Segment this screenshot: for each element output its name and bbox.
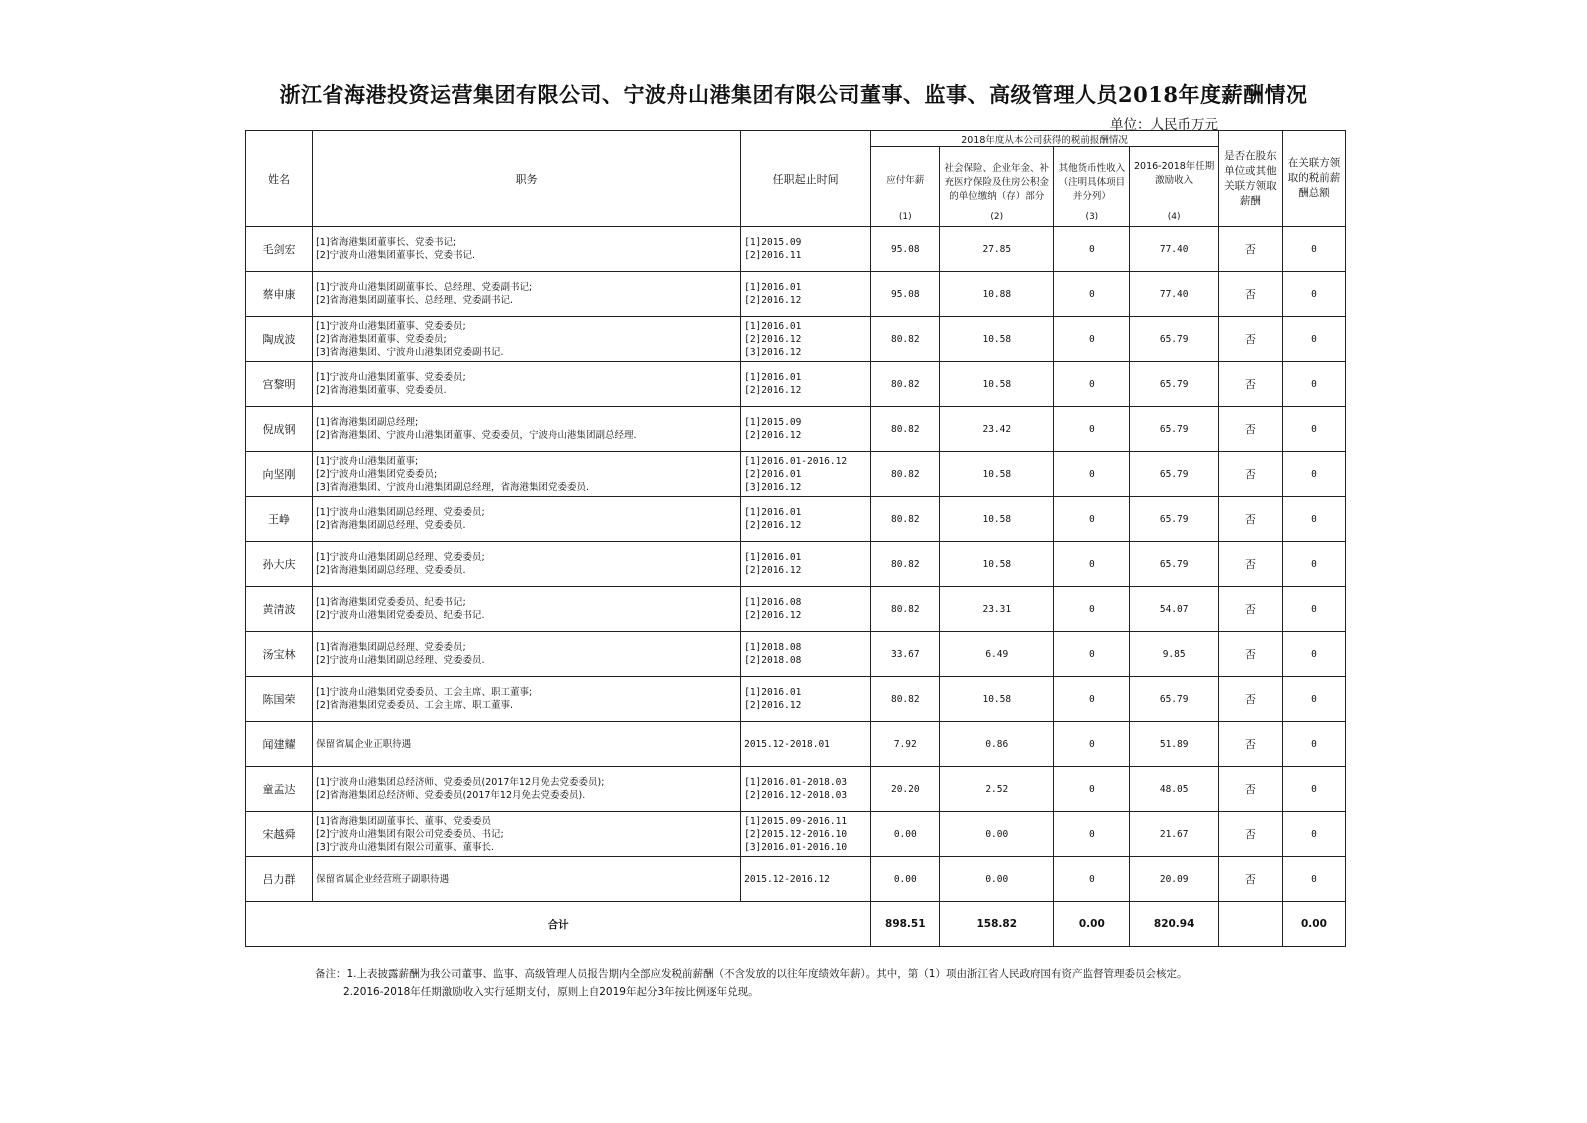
cell-other-income: 0 <box>1054 272 1130 317</box>
cell-shareholder-pay: 否 <box>1218 677 1282 722</box>
cell-insurance: 2.52 <box>940 767 1054 812</box>
duty-line: [2]宁波舟山港集团党委委员、纪委书记. <box>316 610 485 621</box>
cell-related-pay: 0 <box>1282 497 1345 542</box>
duty-line: [2]省海港集团副董事长、总经理、党委副书记. <box>316 295 514 306</box>
cell-duty <box>313 587 741 632</box>
table-row <box>246 407 1346 452</box>
term-line: [2]2018.08 <box>744 655 802 666</box>
term-line: 2015.12-2016.12 <box>744 873 830 885</box>
total-label: 合计 <box>246 902 871 947</box>
cell-related-pay: 0 <box>1282 407 1345 452</box>
cell-shareholder-pay: 否 <box>1218 632 1282 677</box>
cell-incentive: 65.79 <box>1130 542 1218 587</box>
duty-line: [2]省海港集团副总经理、党委委员. <box>316 520 466 531</box>
duty-line: [2]省海港集团总经济师、党委委员(2017年12月免去党委委员). <box>316 790 586 801</box>
cell-insurance: 10.58 <box>940 542 1054 587</box>
duty-line: [3]省海港集团、宁波舟山港集团副总经理，省海港集团党委委员. <box>316 481 590 493</box>
cell-duty <box>313 677 741 722</box>
cell-salary: 33.67 <box>871 632 940 677</box>
cell-salary: 95.08 <box>871 227 940 272</box>
cell-name: 蔡申康 <box>246 272 313 317</box>
term-line: [3]2016.01-2016.10 <box>744 841 848 853</box>
term-line: [1]2016.01 <box>744 320 802 332</box>
duty-line: [1]宁波舟山港集团董事、党委委员; <box>316 372 466 383</box>
table-row <box>246 272 1346 317</box>
cell-related-pay: 0 <box>1282 812 1345 857</box>
cell-name: 毛剑宏 <box>246 227 313 272</box>
cell-name: 黄清波 <box>246 587 313 632</box>
notes <box>315 965 1187 1001</box>
term-line: [2]2016.12 <box>744 430 802 441</box>
term-line: [1]2016.01 <box>744 282 802 293</box>
cell-shareholder-pay: 否 <box>1218 227 1282 272</box>
term-line: [1]2016.01 <box>744 552 802 563</box>
header-c3: 其他货币性收入（注明具体项目并分列） (3) <box>1054 147 1130 227</box>
cell-related-pay: 0 <box>1282 362 1345 407</box>
term-line: [2]2015.12-2016.10 <box>744 828 848 840</box>
duty-line: [2]宁波舟山港集团副总经理、党委委员. <box>316 655 485 666</box>
term-line: [1]2015.09 <box>744 237 802 248</box>
cell-term <box>741 857 871 902</box>
cell-name: 童孟达 <box>246 767 313 812</box>
cell-salary: 0.00 <box>871 812 940 857</box>
duty-line: [1]宁波舟山港集团董事、党委委员; <box>316 320 466 332</box>
table-row <box>246 857 1346 902</box>
cell-shareholder-pay: 否 <box>1218 497 1282 542</box>
cell-shareholder-pay: 否 <box>1218 857 1282 902</box>
term-line: [2]2016.12-2018.03 <box>744 790 848 801</box>
cell-related-pay: 0 <box>1282 452 1345 497</box>
cell-other-income: 0 <box>1054 452 1130 497</box>
table-row <box>246 227 1346 272</box>
cell-name: 孙大庆 <box>246 542 313 587</box>
cell-duty <box>313 407 741 452</box>
header-c2: 社会保险、企业年金、补充医疗保险及住房公积金的单位缴纳（存）部分 (2) <box>940 147 1054 227</box>
header-term: 任职起止时间 <box>741 131 871 227</box>
duty-line: [1]省海港集团副董事长、董事、党委委员 <box>316 815 492 827</box>
cell-other-income: 0 <box>1054 632 1130 677</box>
total-other-income: 0.00 <box>1054 902 1130 947</box>
cell-term <box>741 812 871 857</box>
cell-duty <box>313 362 741 407</box>
cell-duty <box>313 227 741 272</box>
salary-table <box>245 130 1346 947</box>
cell-duty <box>313 542 741 587</box>
cell-insurance: 10.58 <box>940 497 1054 542</box>
cell-duty <box>313 452 741 497</box>
duty-line: [3]省海港集团、宁波舟山港集团党委副书记. <box>316 346 504 358</box>
cell-incentive: 48.05 <box>1130 767 1218 812</box>
cell-name: 汤宝林 <box>246 632 313 677</box>
note-1: 备注：1.上表披露薪酬为我公司董事、监事、高级管理人员报告期内全部应发税前薪酬（不含发放的以往年度绩效年薪）。其中，第（1）项由浙江省人民政府国有资产监督管理委员会核定。 <box>315 968 1188 980</box>
term-line: [1]2016.01 <box>744 507 802 518</box>
duty-line: [1]宁波舟山港集团党委委员、工会主席、职工董事; <box>316 687 533 698</box>
cell-insurance: 10.58 <box>940 677 1054 722</box>
cell-name: 吕力群 <box>246 857 313 902</box>
cell-related-pay: 0 <box>1282 542 1345 587</box>
cell-name: 陈国荣 <box>246 677 313 722</box>
note-2: 2.2016-2018年任期激励收入实行延期支付，原则上自2019年起分3年按比例逐年兑现。 <box>343 986 759 998</box>
cell-insurance: 23.31 <box>940 587 1054 632</box>
cell-other-income: 0 <box>1054 362 1130 407</box>
duty-line: [2]省海港集团副总经理、党委委员. <box>316 565 466 576</box>
duty-line: [2]省海港集团董事、党委委员; <box>316 333 447 345</box>
cell-term <box>741 677 871 722</box>
total-shareholder-pay <box>1218 902 1282 947</box>
duty-line: [2]宁波舟山港集团有限公司党委委员、书记; <box>316 828 504 840</box>
term-line: [2]2016.12 <box>744 610 802 621</box>
cell-term <box>741 362 871 407</box>
term-line: [2]2016.12 <box>744 700 802 711</box>
term-line: [1]2018.08 <box>744 642 802 653</box>
cell-shareholder-pay: 否 <box>1218 272 1282 317</box>
cell-shareholder-pay: 否 <box>1218 587 1282 632</box>
cell-name: 倪成钢 <box>246 407 313 452</box>
cell-incentive: 77.40 <box>1130 272 1218 317</box>
cell-term <box>741 632 871 677</box>
table-row <box>246 632 1346 677</box>
cell-incentive: 65.79 <box>1130 362 1218 407</box>
cell-incentive: 65.79 <box>1130 317 1218 362</box>
cell-incentive: 65.79 <box>1130 497 1218 542</box>
term-line: [1]2016.01-2018.03 <box>744 777 848 788</box>
table-row <box>246 722 1346 767</box>
cell-incentive: 9.85 <box>1130 632 1218 677</box>
cell-name: 宋越舜 <box>246 812 313 857</box>
cell-other-income: 0 <box>1054 812 1130 857</box>
duty-line: [1]宁波舟山港集团副总经理、党委委员; <box>316 507 485 518</box>
cell-duty <box>313 632 741 677</box>
cell-duty <box>313 317 741 362</box>
cell-term <box>741 722 871 767</box>
table-row <box>246 317 1346 362</box>
cell-salary: 80.82 <box>871 362 940 407</box>
table-row <box>246 452 1346 497</box>
unit-label: 单位：人民币万元 <box>1110 117 1218 133</box>
duty-line: 保留省属企业正职待遇 <box>316 738 412 750</box>
cell-incentive: 20.09 <box>1130 857 1218 902</box>
cell-salary: 80.82 <box>871 317 940 362</box>
cell-insurance: 0.00 <box>940 812 1054 857</box>
term-line: [1]2016.01 <box>744 687 802 698</box>
duty-line: [1]省海港集团董事长、党委书记; <box>316 237 457 248</box>
header-group: 2018年度从本公司获得的税前报酬情况 <box>871 131 1219 147</box>
cell-term <box>741 497 871 542</box>
cell-shareholder-pay: 否 <box>1218 722 1282 767</box>
cell-term <box>741 452 871 497</box>
header-c1: 应付年薪 (1) <box>871 147 940 227</box>
table-row <box>246 677 1346 722</box>
page-title: 浙江省海港投资运营集团有限公司、宁波舟山港集团有限公司董事、监事、高级管理人员2018年度薪酬情况 <box>279 82 1308 107</box>
cell-duty <box>313 722 741 767</box>
cell-insurance: 27.85 <box>940 227 1054 272</box>
cell-duty <box>313 857 741 902</box>
total-related-pay: 0.00 <box>1282 902 1345 947</box>
cell-insurance: 10.58 <box>940 317 1054 362</box>
cell-shareholder-pay: 否 <box>1218 812 1282 857</box>
cell-term <box>741 407 871 452</box>
cell-insurance: 0.00 <box>940 857 1054 902</box>
cell-salary: 7.92 <box>871 722 940 767</box>
header-name: 姓名 <box>246 131 313 227</box>
term-line: [1]2016.01 <box>744 372 802 383</box>
cell-incentive: 65.79 <box>1130 452 1218 497</box>
cell-salary: 80.82 <box>871 452 940 497</box>
cell-incentive: 21.67 <box>1130 812 1218 857</box>
duty-line: [2]省海港集团党委委员、工会主席、职工董事. <box>316 700 514 711</box>
duty-line: 保留省属企业经营班子副职待遇 <box>316 873 450 885</box>
cell-term <box>741 542 871 587</box>
cell-salary: 0.00 <box>871 857 940 902</box>
cell-shareholder-pay: 否 <box>1218 362 1282 407</box>
cell-salary: 20.20 <box>871 767 940 812</box>
duty-line: [1]宁波舟山港集团副董事长、总经理、党委副书记; <box>316 282 533 293</box>
cell-other-income: 0 <box>1054 677 1130 722</box>
cell-shareholder-pay: 否 <box>1218 452 1282 497</box>
cell-salary: 80.82 <box>871 497 940 542</box>
header-c4: 2016-2018年任期激励收入 (4) <box>1130 147 1218 227</box>
cell-insurance: 10.58 <box>940 452 1054 497</box>
cell-term <box>741 767 871 812</box>
cell-other-income: 0 <box>1054 317 1130 362</box>
table-row <box>246 587 1346 632</box>
term-line: [1]2016.01-2016.12 <box>744 455 848 467</box>
table-row <box>246 767 1346 812</box>
cell-incentive: 51.89 <box>1130 722 1218 767</box>
term-line: [1]2015.09-2016.11 <box>744 815 848 827</box>
duty-line: [1]宁波舟山港集团副总经理、党委委员; <box>316 552 485 563</box>
cell-related-pay: 0 <box>1282 677 1345 722</box>
total-row <box>246 902 1346 947</box>
cell-insurance: 10.88 <box>940 272 1054 317</box>
total-salary: 898.51 <box>871 902 940 947</box>
cell-salary: 80.82 <box>871 407 940 452</box>
table-row <box>246 542 1346 587</box>
cell-related-pay: 0 <box>1282 722 1345 767</box>
term-line: [2]2016.12 <box>744 295 802 306</box>
cell-related-pay: 0 <box>1282 632 1345 677</box>
cell-other-income: 0 <box>1054 542 1130 587</box>
cell-related-pay: 0 <box>1282 767 1345 812</box>
cell-salary: 80.82 <box>871 677 940 722</box>
duty-line: [1]省海港集团党委委员、纪委书记; <box>316 597 466 608</box>
duty-line: [2]省海港集团、宁波舟山港集团董事、党委委员，宁波舟山港集团副总经理. <box>316 430 637 441</box>
cell-name: 陶成波 <box>246 317 313 362</box>
cell-term <box>741 587 871 632</box>
cell-term <box>741 272 871 317</box>
total-incentive: 820.94 <box>1130 902 1218 947</box>
cell-insurance: 0.86 <box>940 722 1054 767</box>
duty-line: [1]宁波舟山港集团董事; <box>316 455 419 467</box>
cell-shareholder-pay: 否 <box>1218 317 1282 362</box>
term-line: [2]2016.11 <box>744 250 802 261</box>
cell-name: 闻建耀 <box>246 722 313 767</box>
cell-other-income: 0 <box>1054 587 1130 632</box>
cell-name: 王峥 <box>246 497 313 542</box>
cell-insurance: 23.42 <box>940 407 1054 452</box>
table-row <box>246 497 1346 542</box>
cell-incentive: 65.79 <box>1130 677 1218 722</box>
duty-line: [2]宁波舟山港集团董事长、党委书记. <box>316 250 476 261</box>
cell-shareholder-pay: 否 <box>1218 542 1282 587</box>
cell-insurance: 6.49 <box>940 632 1054 677</box>
duty-line: [1]省海港集团副总经理、党委委员; <box>316 642 466 653</box>
cell-duty <box>313 497 741 542</box>
total-insurance: 158.82 <box>940 902 1054 947</box>
term-line: [2]2016.12 <box>744 565 802 576</box>
term-line: [2]2016.12 <box>744 333 802 345</box>
cell-incentive: 65.79 <box>1130 407 1218 452</box>
cell-other-income: 0 <box>1054 227 1130 272</box>
header-shareholder: 是否在股东单位或其他关联方领取薪酬 <box>1218 131 1282 227</box>
cell-other-income: 0 <box>1054 722 1130 767</box>
cell-incentive: 54.07 <box>1130 587 1218 632</box>
duty-line: [1]宁波舟山港集团总经济师、党委委员(2017年12月免去党委委员); <box>316 777 605 788</box>
header-related: 在关联方领取的税前薪酬总额 <box>1282 131 1345 227</box>
cell-shareholder-pay: 否 <box>1218 767 1282 812</box>
term-line: [3]2016.12 <box>744 346 802 358</box>
cell-incentive: 77.40 <box>1130 227 1218 272</box>
cell-salary: 80.82 <box>871 587 940 632</box>
cell-duty <box>313 272 741 317</box>
cell-salary: 80.82 <box>871 542 940 587</box>
cell-name: 宫黎明 <box>246 362 313 407</box>
cell-related-pay: 0 <box>1282 587 1345 632</box>
cell-related-pay: 0 <box>1282 857 1345 902</box>
duty-line: [1]省海港集团副总经理; <box>316 417 419 428</box>
term-line: [2]2016.12 <box>744 520 802 531</box>
term-line: [1]2016.08 <box>744 597 802 608</box>
duty-line: [2]宁波舟山港集团党委委员; <box>316 468 438 480</box>
cell-shareholder-pay: 否 <box>1218 407 1282 452</box>
cell-related-pay: 0 <box>1282 227 1345 272</box>
table-row <box>246 812 1346 857</box>
term-line: [3]2016.12 <box>744 481 802 493</box>
cell-term <box>741 227 871 272</box>
cell-other-income: 0 <box>1054 407 1130 452</box>
duty-line: [2]省海港集团董事、党委委员. <box>316 385 447 396</box>
cell-name: 向坚刚 <box>246 452 313 497</box>
cell-duty <box>313 767 741 812</box>
cell-duty <box>313 812 741 857</box>
header-duty: 职务 <box>313 131 741 227</box>
cell-related-pay: 0 <box>1282 272 1345 317</box>
cell-term <box>741 317 871 362</box>
cell-other-income: 0 <box>1054 497 1130 542</box>
term-line: [1]2015.09 <box>744 417 802 428</box>
duty-line: [3]宁波舟山港集团有限公司董事、董事长. <box>316 841 495 853</box>
cell-other-income: 0 <box>1054 857 1130 902</box>
cell-related-pay: 0 <box>1282 317 1345 362</box>
cell-insurance: 10.58 <box>940 362 1054 407</box>
term-line: 2015.12-2018.01 <box>744 738 830 750</box>
cell-salary: 95.08 <box>871 272 940 317</box>
term-line: [2]2016.01 <box>744 468 802 480</box>
cell-other-income: 0 <box>1054 767 1130 812</box>
table-row <box>246 362 1346 407</box>
term-line: [2]2016.12 <box>744 385 802 396</box>
